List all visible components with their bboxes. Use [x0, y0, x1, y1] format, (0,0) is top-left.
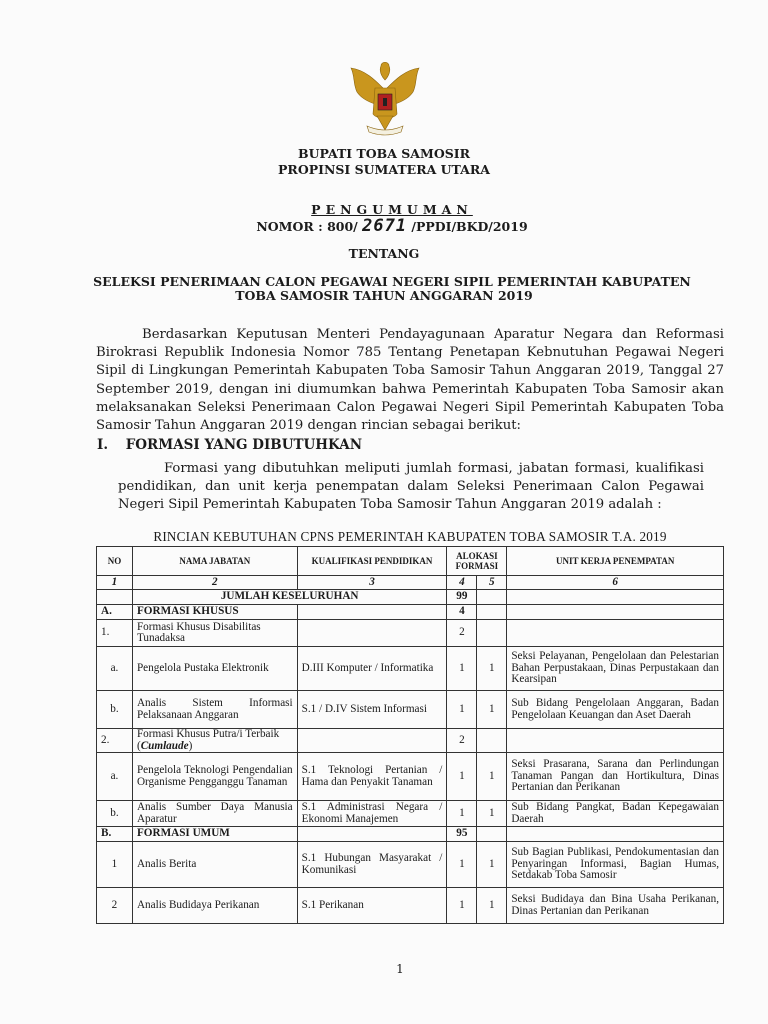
row-alokasi: 1	[447, 888, 477, 924]
row-col5: 1	[477, 888, 507, 924]
row-no: b.	[97, 691, 133, 729]
row-kualifikasi: S.1 / D.IV Sistem Informasi	[297, 691, 447, 729]
announcement-title-wrap	[8, 202, 768, 217]
row-kualifikasi: D.III Komputer / Informatika	[297, 647, 447, 691]
label-post: )	[188, 739, 193, 752]
row-unit: Seksi Pelayanan, Pengelolaan dan Pelestarian Bahan Perpustakaan, Dinas Perpustakaan dan Kearsipan	[507, 647, 724, 691]
table-row-b1	[97, 842, 724, 888]
table-row-a2	[97, 729, 724, 753]
total-label: JUMLAH KESELURUHAN	[132, 590, 446, 605]
table-row-a2a	[97, 753, 724, 801]
row-nama: Analis Sistem Informasi Pelaksanaan Anggaran	[132, 691, 297, 729]
subject-line-1: SELEKSI PENERIMAAN CALON PEGAWAI NEGERI SIPIL PEMERINTAH KABUPATEN	[93, 274, 691, 289]
row-kualifikasi: S.1 Administrasi Negara / Ekonomi Manajemen	[297, 801, 447, 827]
row-nama: Analis Berita	[132, 842, 297, 888]
row-col5: 1	[477, 753, 507, 801]
row-col5: 1	[477, 691, 507, 729]
section-paragraph: Formasi yang dibutuhkan meliputi jumlah formasi, jabatan formasi, kualifikasi pendidikan, dan unit kerja penempatan dalam Seleksi Penerimaan Calon Pegawai Negeri Sipil Pemerintah Kabupaten Toba Samosir Tahun Anggaran 2019 adalah :	[118, 461, 704, 513]
total-value: 99	[447, 590, 477, 605]
table-row-b2	[97, 888, 724, 924]
row-label	[132, 729, 297, 753]
row-value: 2	[447, 620, 477, 647]
row-no: 2.	[97, 729, 133, 753]
row-nama: Analis Budidaya Perikanan	[132, 888, 297, 924]
row-unit: Sub Bidang Pangkat, Badan Kepegawaian Daerah	[507, 801, 724, 827]
table-row-group-b	[97, 827, 724, 842]
number-prefix: NOMOR : 800/	[256, 219, 358, 234]
subject-line-2: TOBA SAMOSIR TAHUN ANGGARAN 2019	[235, 288, 533, 303]
row-label: Formasi Khusus Disabilitas Tunadaksa	[132, 620, 297, 647]
table-row-a2b	[97, 801, 724, 827]
row-nama: Analis Sumber Daya Manusia Aparatur	[132, 801, 297, 827]
index-cell: 3	[297, 576, 447, 590]
section-heading	[97, 437, 362, 453]
row-nama: Pengelola Pustaka Elektronik	[132, 647, 297, 691]
table-row-total	[97, 590, 724, 605]
row-alokasi: 1	[447, 753, 477, 801]
row-col5: 1	[477, 647, 507, 691]
group-b-value: 95	[447, 827, 477, 842]
table-row-a1b	[97, 691, 724, 729]
table-index-row	[97, 576, 724, 590]
label-pre: Formasi Khusus Putra/i Terbaik (	[136, 728, 280, 752]
garuda-emblem-icon	[345, 58, 425, 140]
row-unit: Sub Bidang Pengelolaan Anggaran, Badan Pengelolaan Keuangan dan Aset Daerah	[507, 691, 724, 729]
row-no: a.	[97, 647, 133, 691]
row-no: 1.	[97, 620, 133, 647]
row-alokasi: 1	[447, 842, 477, 888]
index-cell: 5	[477, 576, 507, 590]
row-no: a.	[97, 753, 133, 801]
section-number: I.	[97, 437, 109, 453]
table-caption: RINCIAN KEBUTUHAN CPNS PEMERINTAH KABUPATEN TOBA SAMOSIR T.A. 2019	[153, 529, 667, 544]
row-kualifikasi: S.1 Hubungan Masyarakat / Komunikasi	[297, 842, 447, 888]
header-unit: UNIT KERJA PENEMPATAN	[507, 547, 724, 576]
number-handwritten: 2671	[362, 216, 408, 236]
section-title: FORMASI YANG DIBUTUHKAN	[125, 437, 363, 453]
group-b-no: B.	[97, 827, 133, 842]
number-suffix: /PPDI/BKD/2019	[411, 219, 528, 234]
index-cell: 4	[447, 576, 477, 590]
table-row-a1a	[97, 647, 724, 691]
intro-paragraph: Berdasarkan Keputusan Menteri Pendayagunaan Aparatur Negara dan Reformasi Birokrasi Republik Indonesia Nomor 785 Tentang Penetapan Kebnutuhan Pegawai Negeri Sipil di Lingkungan Pemerintah Kabupaten Toba Samosir Tahun Anggaran 2019, Tanggal 27 September 2019, dengan ini diumumkan bahwa Pemerintah Kabupaten Toba Samosir akan melaksanakan Seleksi Penerimaan Calon Pegawai Negeri Sipil Pemerintah Kabupaten Toba Samosir Tahun Anggaran 2019 dengan rincian sebagai berikut:	[96, 327, 724, 434]
announcement-number	[8, 216, 768, 236]
row-kualifikasi: S.1 Teknologi Pertanian / Hama dan Penyakit Tanaman	[297, 753, 447, 801]
header-alokasi: ALOKASI FORMASI	[447, 547, 507, 576]
index-cell: 6	[507, 576, 724, 590]
group-a-no: A.	[97, 605, 133, 620]
table-row-a1	[97, 620, 724, 647]
row-unit: Seksi Budidaya dan Bina Usaha Perikanan, Dinas Pertanian dan Perikanan	[507, 888, 724, 924]
row-value: 2	[447, 729, 477, 753]
row-unit: Sub Bagian Publikasi, Pendokumentasian dan Penyaringan Informasi, Bagian Humas, Setdakab Toba Samosir	[507, 842, 724, 888]
row-nama: Pengelola Teknologi Pengendalian Organisme Pengganggu Tanaman	[132, 753, 297, 801]
group-a-label: FORMASI KHUSUS	[132, 605, 297, 620]
needs-table	[96, 546, 724, 924]
row-unit: Seksi Prasarana, Sarana dan Perlindungan Tanaman Pangan dan Hortikultura, Dinas Pertanian dan Perikanan	[507, 753, 724, 801]
label-cumlaude: Cumlaude	[140, 739, 189, 752]
group-a-value: 4	[447, 605, 477, 620]
row-no: b.	[97, 801, 133, 827]
header-line-2: PROPINSI SUMATERA UTARA	[278, 162, 490, 177]
header-line-1: BUPATI TOBA SAMOSIR	[298, 146, 470, 161]
index-cell: 2	[132, 576, 297, 590]
group-b-label: FORMASI UMUM	[132, 827, 297, 842]
row-kualifikasi: S.1 Perikanan	[297, 888, 447, 924]
header-no: NO	[97, 547, 133, 576]
row-no: 2	[97, 888, 133, 924]
page-number: 1	[396, 962, 404, 976]
announcement-title: PENGUMUMAN	[311, 202, 473, 217]
row-no: 1	[97, 842, 133, 888]
row-col5: 1	[477, 842, 507, 888]
header-nama: NAMA JABATAN	[132, 547, 297, 576]
index-cell: 1	[97, 576, 133, 590]
row-col5: 1	[477, 801, 507, 827]
row-alokasi: 1	[447, 691, 477, 729]
row-alokasi: 1	[447, 647, 477, 691]
row-alokasi: 1	[447, 801, 477, 827]
table-header-row	[97, 547, 724, 576]
about-label: TENTANG	[348, 246, 420, 261]
header-kualifikasi: KUALIFIKASI PENDIDIKAN	[297, 547, 447, 576]
table-row-group-a	[97, 605, 724, 620]
